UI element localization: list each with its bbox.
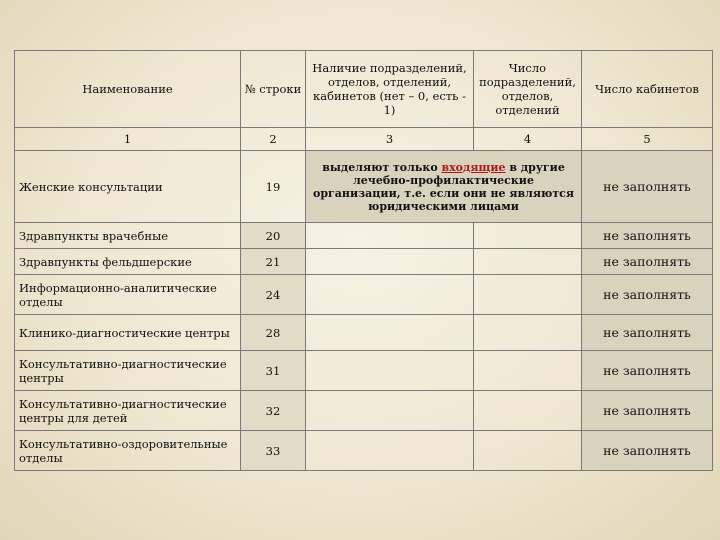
table-row <box>15 275 713 315</box>
table-row <box>15 431 713 471</box>
units-count-cell[interactable] <box>474 315 582 351</box>
units-count-cell[interactable] <box>474 391 582 431</box>
fill-instruction: не заполнять <box>582 151 713 223</box>
column-number: 5 <box>582 128 713 151</box>
header-rooms-count: Число кабинетов <box>582 51 713 128</box>
row-name: Женские консультации <box>15 151 241 223</box>
header-row-number: № строки <box>241 51 306 128</box>
fill-instruction: не заполнять <box>582 275 713 315</box>
presence-cell[interactable] <box>306 275 474 315</box>
column-number: 1 <box>15 128 241 151</box>
table-row <box>15 391 713 431</box>
units-count-cell[interactable] <box>474 275 582 315</box>
fill-instruction: не заполнять <box>582 315 713 351</box>
table-row <box>15 151 713 223</box>
row-code: 19 <box>241 151 306 223</box>
table-row <box>15 351 713 391</box>
units-count-cell[interactable] <box>474 249 582 275</box>
presence-cell[interactable] <box>306 223 474 249</box>
units-count-cell[interactable] <box>474 351 582 391</box>
row-code: 21 <box>241 249 306 275</box>
fill-instruction: не заполнять <box>582 391 713 431</box>
column-number: 2 <box>241 128 306 151</box>
row-name: Информационно-аналитические отделы <box>15 275 241 315</box>
row-code: 28 <box>241 315 306 351</box>
row-name: Здравпункты фельдшерские <box>15 249 241 275</box>
fill-instruction: не заполнять <box>582 351 713 391</box>
row-name: Консультативно-диагностические центры для детей <box>15 391 241 431</box>
row-code: 31 <box>241 351 306 391</box>
units-count-cell[interactable] <box>474 223 582 249</box>
fill-instruction: не заполнять <box>582 249 713 275</box>
fill-instruction: не заполнять <box>582 223 713 249</box>
table-row <box>15 249 713 275</box>
form-sheet <box>14 50 712 471</box>
units-count-cell[interactable] <box>474 431 582 471</box>
row-name: Здравпункты врачебные <box>15 223 241 249</box>
row-code: 32 <box>241 391 306 431</box>
header-row <box>15 51 713 128</box>
note-cell <box>306 151 582 223</box>
note-text: выделяют только <box>322 160 442 174</box>
column-number-row <box>15 128 713 151</box>
presence-cell[interactable] <box>306 249 474 275</box>
presence-cell[interactable] <box>306 315 474 351</box>
note-text-rest: в другие лечебно-профилактические организации, т.е. если они не являются юридическими лицами <box>313 160 574 213</box>
presence-cell[interactable] <box>306 351 474 391</box>
table-row <box>15 315 713 351</box>
fill-instruction: не заполнять <box>582 431 713 471</box>
header-presence: Наличие подразделений, отделов, отделений, кабинетов (нет – 0, есть - 1) <box>306 51 474 128</box>
header-name: Наименование <box>15 51 241 128</box>
row-name: Консультативно-оздоровительные отделы <box>15 431 241 471</box>
row-code: 33 <box>241 431 306 471</box>
row-name: Клинико-диагностические центры <box>15 315 241 351</box>
report-table <box>14 50 713 471</box>
column-number: 3 <box>306 128 474 151</box>
row-name: Консультативно-диагностические центры <box>15 351 241 391</box>
header-units-count: Число подразделений, отделов, отделений <box>474 51 582 128</box>
row-code: 20 <box>241 223 306 249</box>
table-row <box>15 223 713 249</box>
note-highlight: входящие <box>441 160 506 174</box>
row-code: 24 <box>241 275 306 315</box>
presence-cell[interactable] <box>306 391 474 431</box>
presence-cell[interactable] <box>306 431 474 471</box>
column-number: 4 <box>474 128 582 151</box>
